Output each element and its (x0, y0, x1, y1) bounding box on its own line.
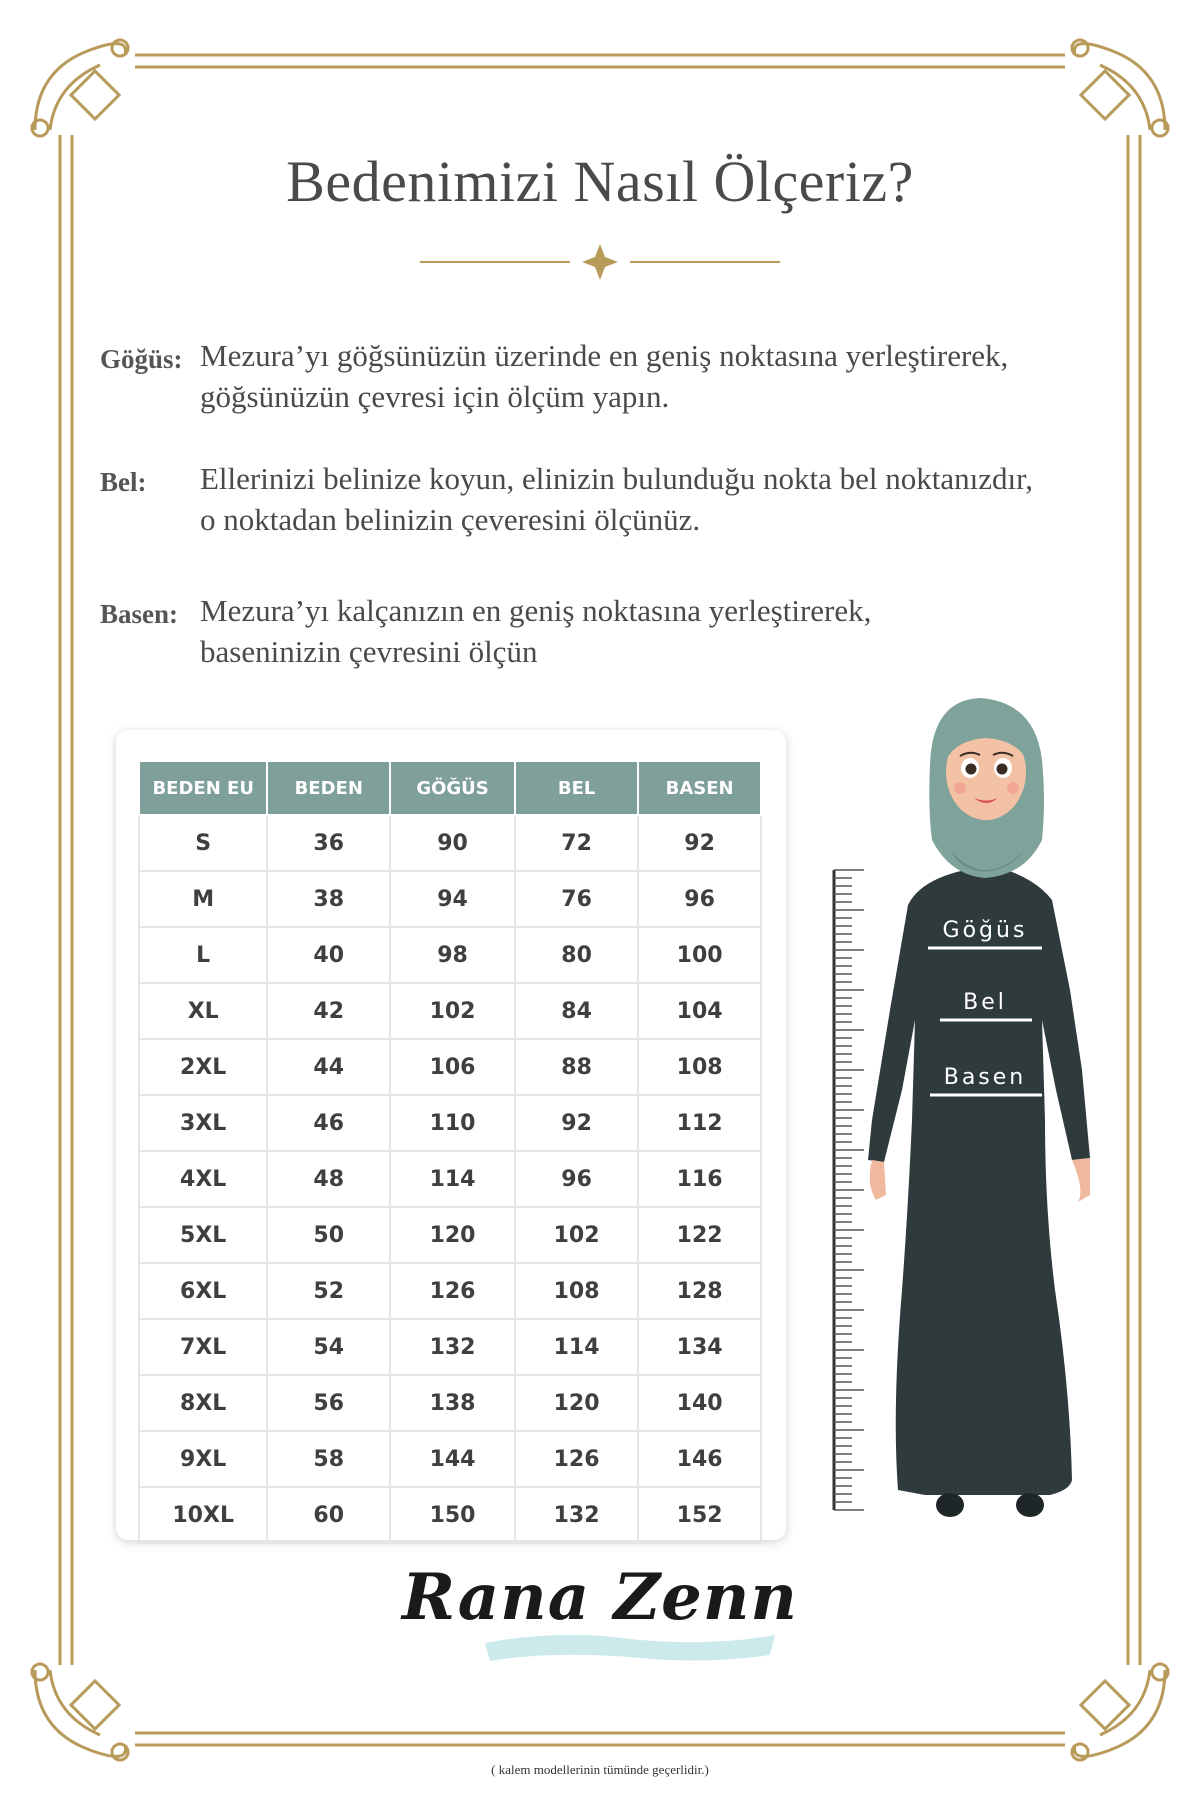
table-cell: 114 (390, 1151, 515, 1207)
table-cell: 3XL (139, 1095, 267, 1151)
table-cell: 80 (515, 927, 638, 983)
table-row (139, 983, 761, 1039)
table-cell: 122 (638, 1207, 761, 1263)
column-header: BEL (515, 761, 638, 815)
table-cell: 108 (638, 1039, 761, 1095)
table-cell: 132 (390, 1319, 515, 1375)
table-cell: 38 (267, 871, 390, 927)
table-cell: 96 (515, 1151, 638, 1207)
table-cell: 126 (390, 1263, 515, 1319)
table-cell: 50 (267, 1207, 390, 1263)
table-cell: 150 (390, 1487, 515, 1543)
table-cell: 40 (267, 927, 390, 983)
table-cell: 6XL (139, 1263, 267, 1319)
woman-figure-icon (868, 698, 1090, 1517)
table-cell: 100 (638, 927, 761, 983)
table-cell: 76 (515, 871, 638, 927)
star-ornament-icon (582, 244, 618, 280)
table-cell: 146 (638, 1431, 761, 1487)
table-cell: 7XL (139, 1319, 267, 1375)
column-header: GÖĞÜS (390, 761, 515, 815)
instruction-term: Göğüs: (100, 344, 183, 374)
table-row (139, 1095, 761, 1151)
table-body (139, 815, 761, 1543)
table-cell: 98 (390, 927, 515, 983)
table-cell: 116 (638, 1151, 761, 1207)
page-title: Bedenimizi Nasıl Ölçeriz? (286, 149, 914, 214)
instruction-text: Ellerinizi belinize koyun, elinizin bulunduğu nokta bel noktanızdır, (200, 461, 1033, 496)
table-cell: 128 (638, 1263, 761, 1319)
instruction-term: Bel: (100, 467, 147, 497)
corner-ornament-top-left (32, 40, 128, 136)
corner-ornament-top-right (1072, 40, 1168, 136)
table-cell: 114 (515, 1319, 638, 1375)
table-row (139, 1319, 761, 1375)
table-row (139, 815, 761, 871)
table-cell: 102 (390, 983, 515, 1039)
instruction-text: Mezura’yı göğsünüzün üzerinde en geniş noktasına yerleştirerek, (200, 338, 1009, 373)
table-cell: 8XL (139, 1375, 267, 1431)
table-cell: 92 (515, 1095, 638, 1151)
table-cell: 48 (267, 1151, 390, 1207)
table-cell: M (139, 871, 267, 927)
table-row (139, 1375, 761, 1431)
figure-label-chest: Göğüs (942, 918, 1028, 943)
column-header: BEDEN EU (139, 761, 267, 815)
ruler-icon (834, 870, 864, 1510)
table-cell: 126 (515, 1431, 638, 1487)
size-table-card (116, 730, 786, 1540)
table-header-row (139, 761, 761, 815)
table-row (139, 1431, 761, 1487)
table-cell: 52 (267, 1263, 390, 1319)
table-cell: 56 (267, 1375, 390, 1431)
table-cell: 92 (638, 815, 761, 871)
table-cell: 152 (638, 1487, 761, 1543)
table-cell: 90 (390, 815, 515, 871)
table-row (139, 1263, 761, 1319)
table-cell: 5XL (139, 1207, 267, 1263)
table-row (139, 1487, 761, 1543)
table-cell: XL (139, 983, 267, 1039)
table-row (139, 1207, 761, 1263)
title-divider (420, 240, 780, 280)
table-cell: 58 (267, 1431, 390, 1487)
instruction-text: baseninizin çevresini ölçün (200, 634, 538, 669)
table-row (139, 1151, 761, 1207)
table-cell: 112 (638, 1095, 761, 1151)
table-cell: 144 (390, 1431, 515, 1487)
table-cell: 132 (515, 1487, 638, 1543)
figure-label-waist: Bel (963, 990, 1007, 1015)
table-cell: 134 (638, 1319, 761, 1375)
size-table (138, 760, 762, 1544)
table-cell: 120 (390, 1207, 515, 1263)
table-row (139, 871, 761, 927)
table-cell: 110 (390, 1095, 515, 1151)
table-cell: L (139, 927, 267, 983)
table-cell: 54 (267, 1319, 390, 1375)
instruction-text: Mezura’yı kalçanızın en geniş noktasına yerleştirerek, (200, 593, 872, 628)
table-cell: 138 (390, 1375, 515, 1431)
table-cell: 42 (267, 983, 390, 1039)
table-cell: 140 (638, 1375, 761, 1431)
table-row (139, 1039, 761, 1095)
table-cell: 94 (390, 871, 515, 927)
table-cell: 102 (515, 1207, 638, 1263)
instruction-term: Basen: (100, 599, 179, 629)
table-cell: 44 (267, 1039, 390, 1095)
brand-logo: Rana Zenn (402, 1560, 798, 1635)
table-cell: 46 (267, 1095, 390, 1151)
table-row (139, 927, 761, 983)
table-cell: 88 (515, 1039, 638, 1095)
table-cell: 60 (267, 1487, 390, 1543)
table-cell: 10XL (139, 1487, 267, 1543)
table-cell: 9XL (139, 1431, 267, 1487)
table-cell: 108 (515, 1263, 638, 1319)
table-cell: 96 (638, 871, 761, 927)
column-header: BASEN (638, 761, 761, 815)
footnote: ( kalem modellerinin tümünde geçerlidir.) (491, 1762, 709, 1777)
table-cell: 36 (267, 815, 390, 871)
table-cell: 4XL (139, 1151, 267, 1207)
table-cell: 120 (515, 1375, 638, 1431)
instruction-text: o noktadan belinizin çeveresini ölçünüz. (200, 502, 701, 537)
column-header: BEDEN (267, 761, 390, 815)
table-cell: 106 (390, 1039, 515, 1095)
table-cell: 84 (515, 983, 638, 1039)
table-cell: S (139, 815, 267, 871)
table-cell: 2XL (139, 1039, 267, 1095)
table-cell: 72 (515, 815, 638, 871)
figure-label-hips: Basen (943, 1065, 1027, 1090)
table-cell: 104 (638, 983, 761, 1039)
measurement-figure (820, 690, 1140, 1570)
instruction-text: göğsünüzün çevresi için ölçüm yapın. (200, 379, 670, 414)
corner-ornament-bottom-left (32, 1664, 128, 1760)
corner-ornament-bottom-right (1072, 1664, 1168, 1760)
